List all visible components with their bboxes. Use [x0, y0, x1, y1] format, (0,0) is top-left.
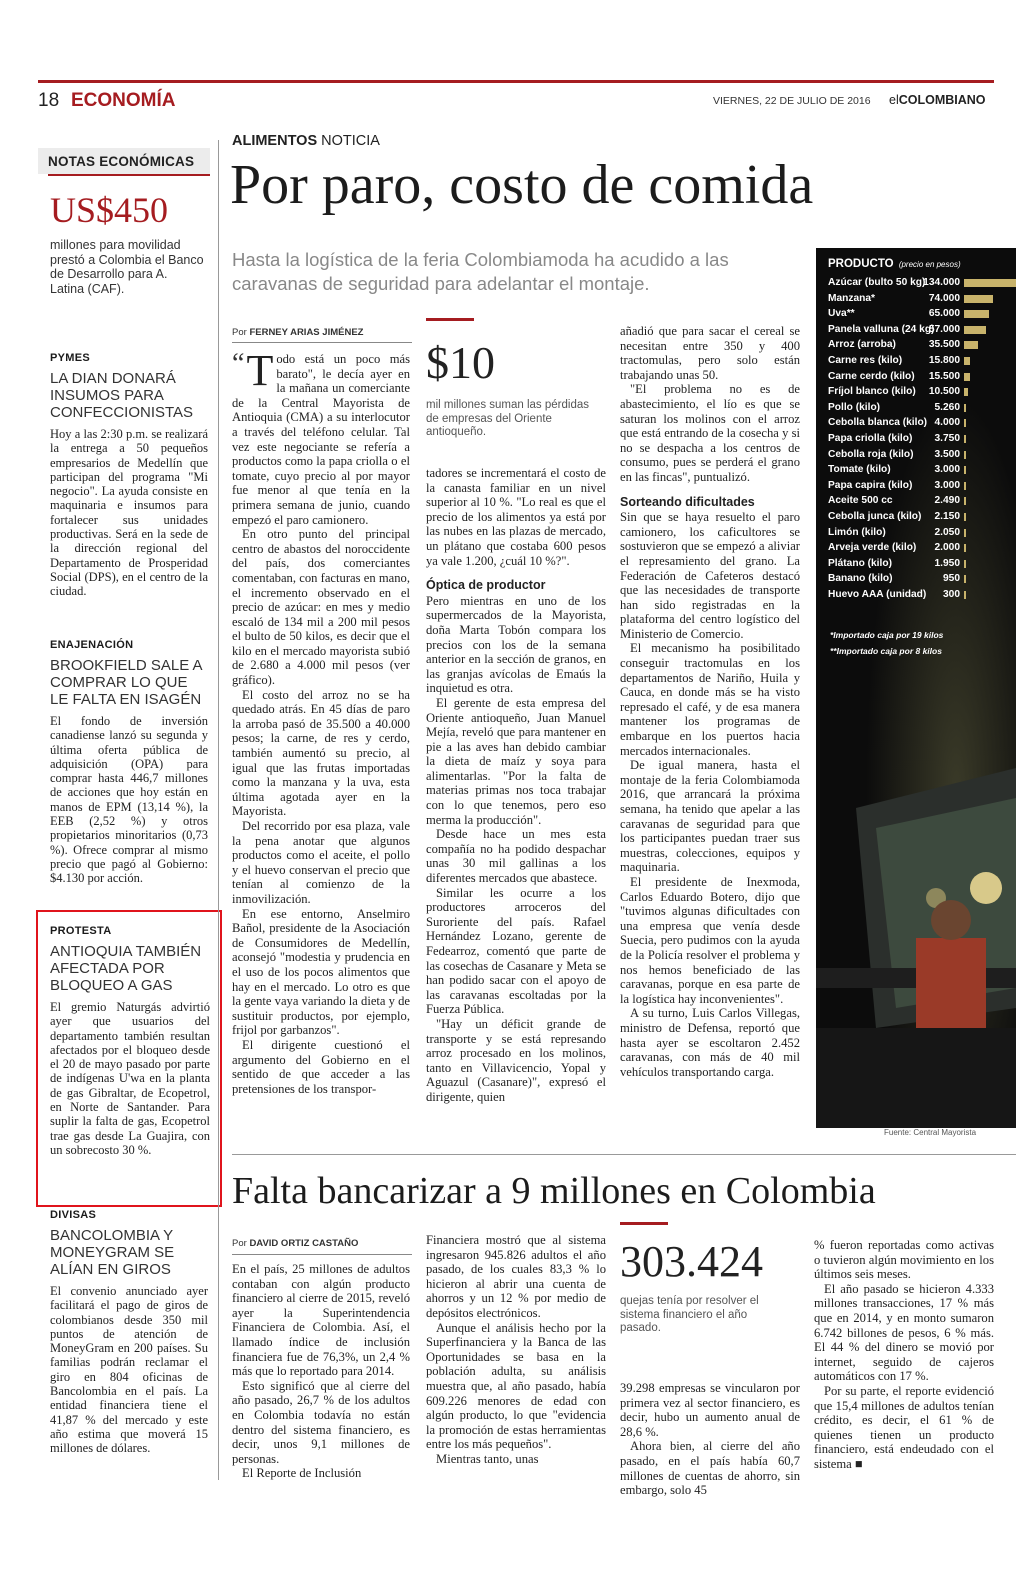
chart-bar — [964, 326, 986, 334]
paragraph: añadió que para sacar el cereal se necesitan entre 350 y 400 tractomulas, pero solo están trabajando unas 50. — [620, 324, 800, 382]
byline-rule — [232, 1254, 412, 1255]
quote-mark: “ — [232, 348, 245, 379]
chart-value-label: 35.500 — [928, 339, 960, 351]
article-subtitle: Hasta la logística de la feria Colombiamoda ha acudido a las caravanas de seguridad para adelantar el montaje. — [232, 249, 729, 294]
page-header-rule — [38, 80, 994, 83]
chart-bar — [964, 497, 966, 505]
chart-category-label: Carne cerdo (kilo) — [828, 370, 915, 382]
chart-bar — [964, 575, 966, 583]
paragraph: Pero mientras en uno de los supermercados de la Mayorista, doña Marta Tobón compara los precios con los de la semana anterior en la sección de granos, en las granjas avícolas de Emaús la inquietud es otra. — [426, 593, 606, 696]
article-byline — [232, 327, 363, 338]
chart-value-label: 57.000 — [928, 323, 960, 335]
note-category: PROTESTA — [50, 925, 112, 937]
byline-name: FERNEY ARIAS JIMÉNEZ — [249, 327, 364, 338]
paragraph: Desde hace un mes esta compañía no ha podido despachar unas 30 mil gallinas a los diferentes mercados que abastece. — [426, 827, 606, 886]
sidebar-note-divisas — [50, 1209, 208, 1456]
chart-source: Fuente: Central Mayorista — [884, 1128, 977, 1137]
chart-bar — [964, 529, 966, 537]
chart-bar — [964, 482, 966, 490]
chart-category-label: Papa capira (kilo) — [828, 479, 913, 491]
stat-text: mil millones suman las pérdidas de empresas del Oriente antioqueño. — [426, 399, 589, 438]
chart-row — [816, 432, 1016, 448]
chart-row — [816, 510, 1016, 526]
chart-row — [816, 292, 1016, 308]
note-category: PYMES — [50, 352, 91, 364]
paragraph: Sin que se haya resuelto el paro camionero, los caficultores se sostuvieron que se empezó a aliviar el represamiento del grano. La Federación de Cafeteros destacó que las necesidades de transporte han sido registradas en la plataforma del centro logístico del Ministerio de Comercio. — [620, 510, 800, 641]
note-body: Hoy a las 2:30 p.m. se realizará la entrega a 50 pequeños empresarios de Medellín que participan del programa "Mi negocio". La ayuda consiste en maquinaria e insumos para fortalecer sus unidades productivas. Será en la sede de la dirección regional del Departamento de Prosperidad Social (DPS), en el centro de la ciudad. — [50, 427, 208, 599]
chart-bar — [964, 279, 1016, 287]
chart-row — [816, 370, 1016, 386]
note-category: ENAJENACIÓN — [50, 639, 134, 651]
chart-row — [816, 557, 1016, 573]
chart-note-1: *Importado caja por 19 kilos — [830, 630, 944, 640]
chart-category-label: Pollo (kilo) — [828, 401, 881, 413]
chart-category-label: Arveja verde (kilo) — [828, 542, 917, 554]
chart-value-label: 2.150 — [934, 511, 960, 522]
chart-row — [816, 276, 1016, 292]
article1-column-2 — [426, 466, 606, 1105]
note-body: El convenio anunciado ayer facilitará el pago de giros de colombianos desde 350 mil puntos de atención de MoneyGram en 200 países. Su familias podrán reclamar el giro en 804 oficinas de Bancolombia en el país. La entidad financiera tiene el 41,87 % del mercado y este año estima que moverá 15 millones de dólares. — [50, 1284, 208, 1456]
chart-category-label: Cebolla junca (kilo) — [828, 511, 922, 522]
paragraph: El mecanismo ha posibilitado conseguir tractomulas en los departamentos de Nariño, Huila y Cauca, en donde más se ha visto represado el café, y de esa manera mantener los programas de embarque en los puertos hacia mercados internacionales. — [620, 641, 800, 758]
chart-row — [816, 354, 1016, 370]
chart-category-label: Aceite 500 cc — [828, 495, 893, 507]
paragraph: Financiera mostró que al sistema ingresaron 945.826 adultos el año pasado, de los cuales 83,3 % lo hicieron al abrir una cuenta de ahorros y un 12 % por medio de depósitos electrónicos. — [426, 1233, 606, 1320]
chart-row — [816, 338, 1016, 354]
paragraph: 39.298 empresas se vincularon por primera vez al sector financiero, es decir, hubo un aumento anual de 28,6 %. — [620, 1381, 800, 1439]
chart-value-label: 2.000 — [934, 542, 960, 554]
stat-rule — [426, 318, 474, 321]
paragraph: "Hay un déficit grande de transporte y se está represando arroz procesado en los molinos, tanto en Villavicencio, Yopal y Aguazul (Casanare)", expresó el dirigente, quien — [426, 1016, 606, 1104]
chart-bar — [964, 513, 966, 521]
chart-bar — [964, 591, 966, 599]
chart-category-label: Cebolla blanca (kilo) — [828, 417, 928, 429]
byline-rule — [232, 342, 412, 343]
paragraph: El gerente de esta empresa del Oriente antioqueño, Juan Manuel Mejía, reveló que para mantener en pie a las aves han debido cambiar la dieta de maíz y soya para alimentarlas. "Por la falta de materias primas nos toca trabajar con lo que tenemos, pero eso merma la producción". — [426, 695, 606, 827]
chart-category-label: Carne res (kilo) — [828, 355, 903, 366]
chart-row — [816, 323, 1016, 339]
subheading: Óptica de productor — [426, 578, 546, 593]
chart-bar — [964, 373, 970, 381]
note-body: El gremio Naturgás advirtió ayer que usuarios del departamento también resultan afectados por el bloqueo desde el 20 de mayo pasado por parte de indígenas U'wa en la planta de gas Gibraltar, de Ecopetrol, en Norte de Santander. Para suplir la falta de gas, Ecopetrol trae gas desde La Guajira, con un sobrecosto 30 %. — [50, 1000, 210, 1157]
sidebar-note-enajenacion — [50, 639, 208, 886]
stat-text: quejas tenía por resolver el sistema financiero el año pasado. — [620, 1295, 759, 1334]
chart-value-label: 950 — [943, 573, 960, 585]
paragraph: tadores se incrementará el costo de la canasta familiar en un nivel superior al 10 %. "Lo real es que el precio de los alimentos ya está por las nubes en las plazas de mercado, un plátano que costaba 600 pesos ya vale 1.200, ¿cuál 10 %?". — [426, 466, 606, 568]
byline-name: DAVID ORTIZ CASTAÑO — [249, 1238, 359, 1249]
brand-name: COLOMBIANO — [898, 93, 986, 107]
byline-prefix: Por — [232, 327, 247, 338]
chart-value-label: 65.000 — [928, 308, 960, 320]
paragraph: "El problema no es de abastecimiento, el lío es que se saturan los molinos con el arroz que está entrando de la cosecha y si no se despacha a los centros de consumo, pues se perderá el grano en las fincas", puntualizó. — [620, 382, 800, 484]
kicker-bold: ALIMENTOS — [232, 133, 318, 149]
paragraph: Ahora bien, al cierre del año pasado, en el país había 60,7 millones de cuentas de ahorro, sin embargo, solo 45 — [620, 1439, 800, 1498]
chart-category-label: Tomate (kilo) — [828, 464, 891, 476]
stat-rule — [620, 1222, 668, 1225]
chart-row — [816, 479, 1016, 495]
article1-column-1 — [232, 346, 410, 1096]
section-name: ECONOMÍA — [71, 90, 176, 111]
chart-row — [816, 541, 1016, 557]
article1-column-3 — [620, 324, 800, 1079]
stat-value: $10 — [426, 337, 495, 388]
chart-bar — [964, 388, 968, 396]
article2-column-2 — [426, 1233, 606, 1467]
chart-bar — [964, 451, 966, 459]
chart-category-label: Panela valluna (24 kg) — [828, 323, 935, 335]
article2-headline: Falta bancarizar a 9 millones en Colombia — [232, 1170, 876, 1212]
byline-prefix: Por — [232, 1238, 247, 1249]
chart-value-label: 10.500 — [928, 386, 960, 398]
paragraph: Similar les ocurre a los productores arroceros del Suroriente del país. Rafael Hernández Lozano, gerente de Fedearroz, comentó que parte de las cosechas de Casanare y Meta se han podido sacar con el apoyo de las caravanas escoltadas por la Fuerza Pública. — [426, 885, 606, 1017]
article1-stat-box — [426, 318, 606, 440]
chart-row — [816, 307, 1016, 323]
note-body: El fondo de inversión canadiense lanzó su segunda y última oferta pública de adquisición (OPA) para comprar hasta 446,7 millones de acciones que hoy están en manos de EPM (13,14 %), la EEB (2,52 %) y otros propietarios minoritarios (0,73 %). Ofrece comprar al mismo precio que pagó al Gobierno: $4.130 por acción. — [50, 714, 208, 886]
chart-bar — [964, 295, 993, 303]
chart-value-label: 15.500 — [928, 370, 960, 382]
chart-bar — [964, 560, 966, 568]
chart-category-label: Plátano (kilo) — [828, 557, 892, 569]
chart-value-label: 5.260 — [934, 401, 960, 413]
chart-value-label: 3.750 — [934, 433, 960, 444]
chart-category-label: Cebolla roja (kilo) — [828, 448, 914, 460]
paragraph: % fueron reportadas como activas o tuvieron algún movimiento en los últimos seis meses. — [814, 1238, 994, 1282]
chart-category-label: Banano (kilo) — [828, 573, 893, 585]
article2-byline — [232, 1238, 358, 1249]
issue-date: VIERNES, 22 DE JULIO DE 2016 — [713, 95, 871, 107]
chart-category-label: Arroz (arroba) — [828, 339, 896, 351]
note-headline: LA DIAN DONARÁ INSUMOS PARA CONFECCIONISTAS — [50, 370, 194, 421]
chart-bar — [964, 419, 966, 427]
chart-row — [816, 416, 1016, 432]
paragraph: En ese entorno, Anselmiro Bañol, presidente de la Asociación de Consumidores de Medellín, aconsejó "modestia y prudencia en el uso de los pocos alimentos que hay en el mercado. Lo otro es que la gente vaya variando la dieta y de sustituir productos, por ejemplo, frijol por garbanzos". — [232, 906, 410, 1038]
chart-value-label: 74.000 — [928, 292, 960, 304]
chart-rows — [816, 276, 1016, 616]
chart-value-label: 15.800 — [928, 355, 960, 366]
note-category: DIVISAS — [50, 1209, 97, 1221]
paragraph: El dirigente cuestionó el argumento del Gobierno en el sentido de que acceder a las pretensiones de los transpor- — [232, 1037, 410, 1096]
stat-value: 303.424 — [620, 1237, 763, 1286]
sidebar-note-protesta — [36, 910, 222, 1207]
chart-bar — [964, 357, 970, 365]
chart-category-label: Manzana* — [828, 292, 875, 304]
paragraph: En el país, 25 millones de adultos contaban con algún producto financiero al cierre de 2015, reveló ayer la Superintendencia Financiera de Colombia. Así, el llamado índice de inclusión financiera fue de 76,3%, un 2,4 % más que lo reportado para 2014. — [232, 1262, 410, 1379]
paragraph: El año pasado se hicieron 4.333 millones transacciones, 17 % más que en 2014, y en monto sumaron 6.742 billones de pesos, 6 % más. El 44 % del dinero se movió por internet, seguido de cajeros automáticos con 17 %. — [814, 1281, 994, 1384]
dropcap-paragraph — [232, 346, 410, 527]
chart-row — [816, 448, 1016, 464]
chart-row — [816, 463, 1016, 479]
chart-value-label: 2.050 — [934, 526, 960, 538]
paragraph: El presidente de Inexmoda, Carlos Eduardo Botero, dijo que "tuvimos algunas dificultades con una empresa que venía desde Suecia, pero pudimos con la ayuda de la Policía resolver el problema y nos hemos beneficiado de las caravanas, porque en esa parte de la logística hay inconvenientes". — [620, 874, 800, 1006]
paragraph: El costo del arroz no se ha quedado atrás. En 45 días de paro la arroba pasó de 35.500 a 40.000 pesos; la carne, de res y cerdo, también aumentó su precio, al igual que las frutas importadas como la manzana y la uva, esta última agotada ayer en la Mayorista. — [232, 687, 410, 819]
kicker-light: NOTICIA — [321, 133, 380, 149]
paragraph: De igual manera, hasta el montaje de la feria Colombiamoda 2016, que arrancará la próxima semana, ha tenido que apelar a las caravanas de seguridad para que los participantes puedan traer sus muestras, colecciones, equipos y maquinaria. — [620, 758, 800, 875]
chart-value-label: 3.000 — [934, 479, 960, 491]
article-kicker — [232, 133, 380, 149]
chart-category-label: Uva** — [828, 308, 855, 320]
chart-row — [816, 401, 1016, 417]
paragraph: En otro punto del principal centro de abastos del noroccidente del país, dos comerciantes comentaban, con facturas en mano, el incremento observado en el precio de azúcar: en mes y medio escaló de 134 mil a 200 mil pesos el bulto de 50 kilos, es decir que el kilo en el mercado mayorista subió de 2.680 a 4.000 mil pesos (ver gráfico). — [232, 527, 410, 688]
paragraph: A su turno, Luis Carlos Villegas, ministro de Defensa, reportó que hasta ayer se escoltaron 2.452 caravanas, con más de 40 mil vehículos transportando carga. — [620, 1006, 800, 1079]
dropcap-letter: T — [246, 346, 274, 395]
note-headline: BROOKFIELD SALE A COMPRAR LO QUE LE FALTA EN ISAGÉN — [50, 657, 202, 708]
paragraph: Mientras tanto, unas — [436, 1451, 539, 1466]
highlight-value: US$450 — [50, 190, 169, 230]
sidebar — [38, 148, 210, 296]
highlight-text: millones para movilidad prestó a Colombia el Banco de Desarrollo para A. Latina (CAF). — [50, 238, 204, 296]
paragraph: Esto significó que al cierre del año pasado, 26,7 % de los adultos en Colombia todavía no están dentro del sistema financiero, es decir, unos 9,1 millones de personas. — [232, 1378, 410, 1466]
article-headline: Por paro, costo de comida — [230, 154, 814, 216]
price-chart-panel — [816, 248, 1016, 1128]
chart-bar — [964, 544, 966, 552]
chart-category-label: Limón (kilo) — [828, 526, 886, 538]
chart-bar — [964, 466, 966, 474]
paragraph: Aunque el análisis hecho por la Superfinanciera y la Banca de las Oportunidades se basa en la población adulta, su análisis muestra que, al año pasado, había 609.226 menores de edad con algún producto, lo que "evidencia la promoción de estas herramientas entre los más pequeños". — [426, 1320, 606, 1452]
chart-row — [816, 588, 1016, 604]
article2-column-3 — [620, 1381, 800, 1498]
chart-value-label: 3.000 — [934, 464, 960, 476]
sidebar-title: NOTAS ECONÓMICAS — [38, 148, 210, 174]
article2-stat-box — [620, 1222, 802, 1336]
chart-category-label: Azúcar (bulto 50 kg) — [828, 277, 926, 288]
chart-value-label: 4.000 — [934, 417, 960, 429]
chart-bar — [964, 404, 966, 412]
chart-row — [816, 385, 1016, 401]
brand-prefix: el — [889, 93, 899, 107]
chart-title — [828, 258, 961, 270]
chart-bar — [964, 435, 966, 443]
note-headline: BANCOLOMBIA Y MONEYGRAM SE ALÍAN EN GIROS — [50, 1227, 175, 1278]
article-separator — [232, 1154, 1016, 1155]
sidebar-note-pymes — [50, 352, 208, 599]
masthead-brand — [889, 93, 986, 107]
chart-title-text: PRODUCTO — [828, 258, 894, 270]
subheading: Sorteando dificultades — [620, 494, 755, 509]
paragraph: Del recorrido por esa plaza, vale la pena anotar que algunos productos como el aceite, el pollo y el huevo conservan el precio que tenían al comienzo de la inmovilización. — [232, 819, 410, 906]
chart-subtitle: (precio en pesos) — [898, 260, 961, 269]
page-number: 18 — [38, 90, 60, 111]
chart-value-label: 1.950 — [934, 557, 960, 569]
chart-note-2: **Importado caja por 8 kilos — [830, 646, 942, 656]
chart-bar — [964, 341, 978, 349]
chart-value-label: 2.490 — [934, 495, 960, 507]
chart-category-label: Huevo AAA (unidad) — [828, 589, 927, 600]
article2-column-4 — [814, 1238, 994, 1472]
chart-value-label: 3.500 — [934, 448, 960, 460]
chart-category-label: Papa criolla (kilo) — [828, 433, 913, 444]
chart-category-label: Fríjol blanco (kilo) — [828, 386, 916, 398]
paragraph: El Reporte de Inclusión — [242, 1466, 362, 1481]
paragraph: odo está un poco más barato", le decía ayer en la mañana un comerciante de la Central Mayorista de Antioquia (CMA) a su interlocutor a través del teléfono celular. Tal vez este negociante se refería a productos como la papa criolla o el tomate, cuyo precio al por mayor fue menor al que tenía en la primera semana de junio, cuando empezó el paro camionero. — [232, 352, 410, 527]
chart-row — [816, 494, 1016, 510]
sidebar-divider — [218, 140, 219, 1480]
note-headline: ANTIOQUIA TAMBIÉN AFECTADA POR BLOQUEO A GAS — [50, 943, 202, 994]
article2-column-1 — [232, 1262, 410, 1481]
chart-value-label: 134.000 — [923, 277, 960, 288]
chart-value-label: 300 — [943, 589, 960, 600]
paragraph: Por su parte, el reporte evidenció que 15,4 millones de adultos tenían crédito, es decir, el 61 % de quienes tienen un producto financiero, está endeudado con el sistema ■ — [814, 1383, 994, 1471]
chart-row — [816, 572, 1016, 588]
chart-bar — [964, 310, 989, 318]
chart-row — [816, 526, 1016, 542]
